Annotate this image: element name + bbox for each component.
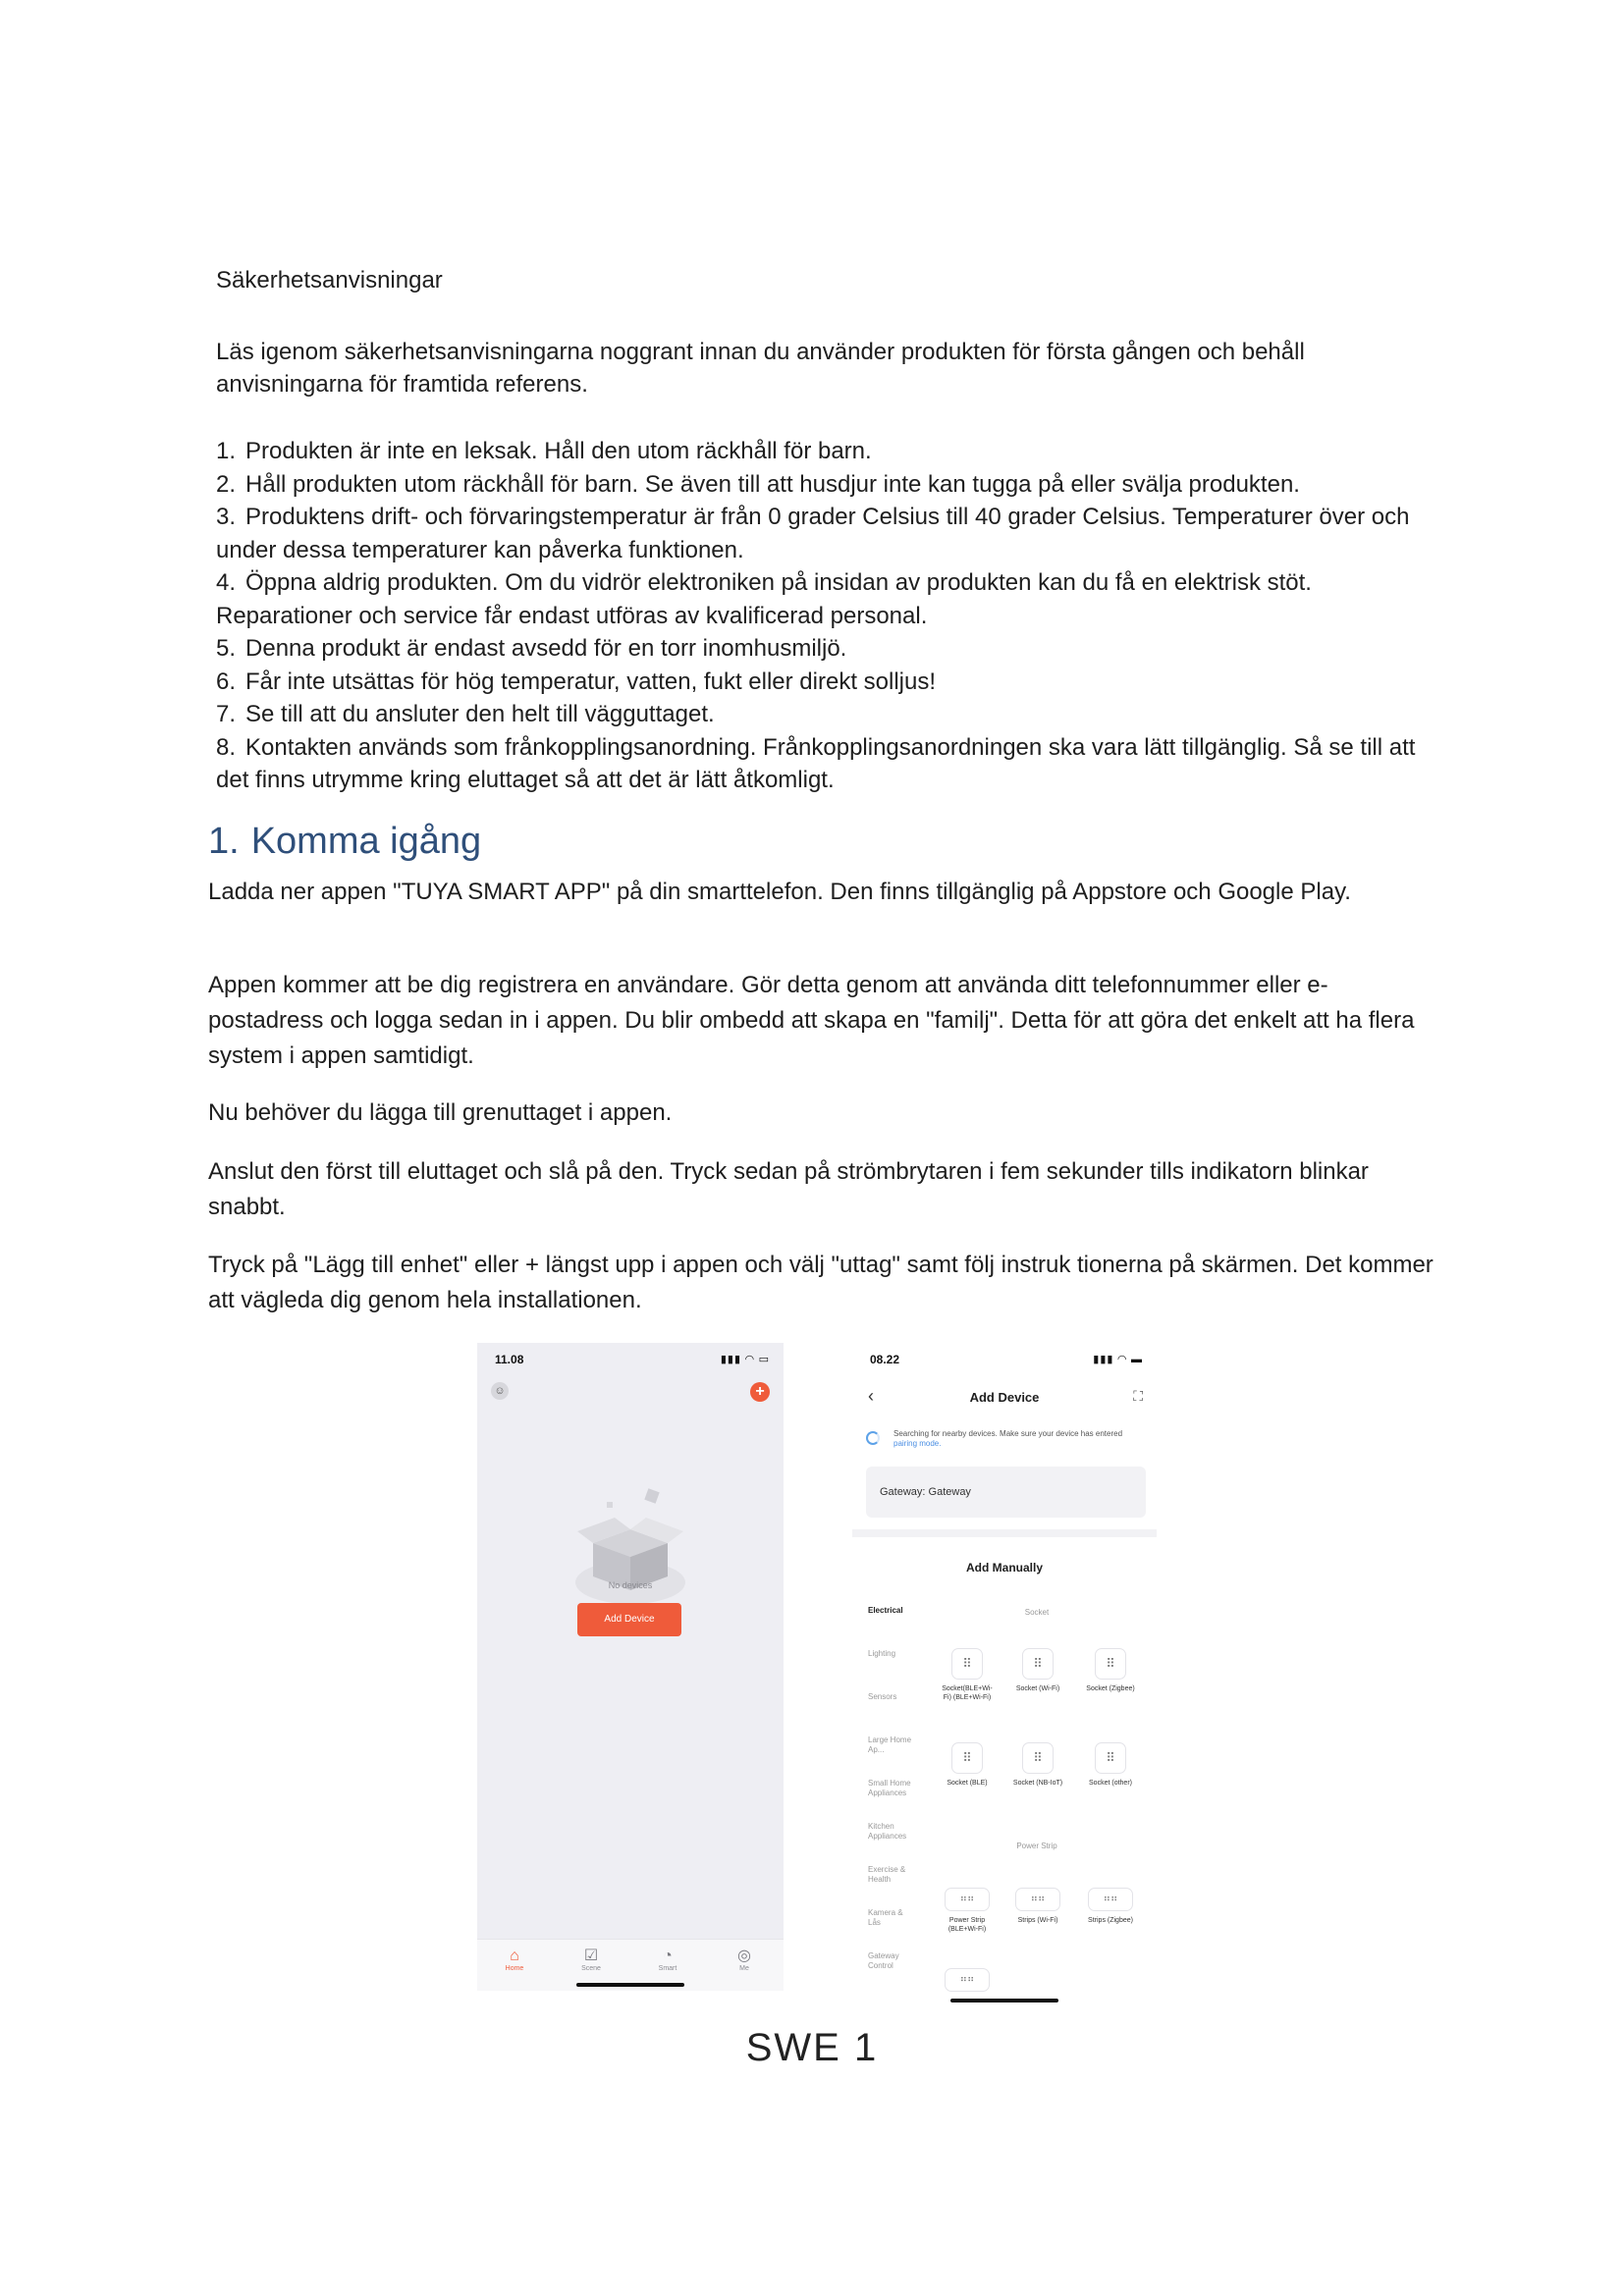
category-exercise[interactable]: Exercise & Health xyxy=(868,1865,906,1884)
add-device-title: Add Device xyxy=(969,1390,1040,1405)
socket-item[interactable]: ⠿ Socket (NB-IoT) xyxy=(1009,1743,1066,1788)
home-indicator xyxy=(950,1999,1058,2002)
paragraph-add-device: Tryck på "Lägg till enhet" eller + längst upp i appen och välj "uttag" samt följ instruk tionerna på skärmen. Det kommer att vägleda dig genom hela installationen. xyxy=(208,1252,1434,1313)
list-item: 8. Kontakten används som frånkopplingsanordning. Frånkopplingsanordningen ska vara lätt tillgänglig. Så se till att det finns utrymme kring eluttaget så att det är lätt åtkomligt. xyxy=(216,733,1416,793)
strip-item[interactable]: ⠶⠶ Strips (Wi-Fi) xyxy=(1009,1889,1066,1925)
tab-bar xyxy=(477,1939,784,1991)
phone-screenshot-home xyxy=(477,1343,784,1991)
power-strip-icon: ⠶⠶ xyxy=(1089,1889,1132,1910)
socket-item[interactable]: ⠿ Socket (other) xyxy=(1082,1743,1139,1788)
socket-icon: ⠿ xyxy=(1096,1649,1125,1679)
status-bar xyxy=(477,1343,784,1372)
category-small-home[interactable]: Small Home Appliances xyxy=(868,1779,911,1797)
status-icons: ▮▮▮ ◠ ▬ xyxy=(1093,1354,1143,1365)
list-item: 1. Produkten är inte en leksak. Håll den utom räckhåll för barn. xyxy=(216,438,872,464)
power-strip-icon: ⠶⠶ xyxy=(946,1969,989,1991)
tab-home[interactable]: ⌂ Home xyxy=(485,1948,544,1972)
searching-notice: Searching for nearby devices. Make sure your device has entered pairing mode. xyxy=(866,1429,1146,1449)
category-sensors[interactable]: Sensors xyxy=(868,1692,897,1701)
profile-icon: ◎ xyxy=(737,1948,751,1964)
paragraph-download: Ladda ner appen "TUYA SMART APP" på din smarttelefon. Den finns tillgänglig på Appstore och Google Play. xyxy=(208,879,1351,905)
add-device-header xyxy=(852,1386,1157,1410)
spinner-icon xyxy=(866,1431,880,1445)
status-bar xyxy=(852,1343,1157,1372)
strip-item-partial[interactable] xyxy=(939,1969,996,1997)
section-heading: 1. Komma igång xyxy=(208,821,482,862)
scan-icon[interactable]: ⛶ xyxy=(1133,1388,1143,1404)
strip-item[interactable]: ⠶⠶ Strips (Zigbee) xyxy=(1082,1889,1139,1925)
power-strip-icon: ⠶⠶ xyxy=(1016,1889,1059,1910)
safety-title: Säkerhetsanvisningar xyxy=(216,267,443,294)
category-lighting[interactable]: Lighting xyxy=(868,1649,896,1658)
smart-icon: ◔ xyxy=(663,1948,673,1964)
status-icons: ▮▮▮ ◠ ▭ xyxy=(720,1354,770,1365)
pairing-mode-link[interactable]: pairing mode. xyxy=(893,1439,942,1448)
tab-scene[interactable]: ☑ Scene xyxy=(562,1948,621,1972)
paragraph-connect: Anslut den först till eluttaget och slå på den. Tryck sedan på strömbrytaren i fem sekunder tills indikatorn blinkar snabbt. xyxy=(208,1158,1369,1220)
category-kitchen[interactable]: Kitchen Appliances xyxy=(868,1822,907,1841)
paragraph-register: Appen kommer att be dig registrera en användare. Gör detta genom att använda ditt telefonnummer eller e-postadress och logga sedan in i appen. Du blir ombedd att skapa en "familj". Detta för att göra det enkelt att ha flera system i appen samtidigt. xyxy=(208,972,1415,1069)
scene-icon: ☑ xyxy=(583,1948,599,1964)
list-item: 7. Se till att du ansluter den helt till vägguttaget. xyxy=(216,701,715,727)
gateway-card[interactable]: Gateway: Gateway xyxy=(866,1467,1146,1518)
back-icon[interactable]: ‹ xyxy=(868,1386,874,1406)
strip-item[interactable]: ⠶⠶ Power Strip (BLE+Wi-Fi) xyxy=(939,1889,996,1934)
add-icon: + xyxy=(750,1382,770,1402)
socket-item[interactable]: ⠿ Socket(BLE+Wi-Fi) (BLE+Wi-Fi) xyxy=(939,1649,996,1702)
home-indicator xyxy=(576,1983,684,1987)
list-item: 3. Produktens drift- och förvaringstemperatur är från 0 grader Celsius till 40 grader Celsius. Temperaturer över och under dessa temperaturer kan påverka funktionen. xyxy=(216,504,1410,563)
safety-rules-list xyxy=(216,435,1434,797)
family-icon: ☺ xyxy=(491,1382,509,1400)
tab-smart[interactable]: ◔ Smart xyxy=(638,1948,697,1972)
category-large-home[interactable]: Large Home Ap... xyxy=(868,1735,912,1754)
home-icon: ⌂ xyxy=(510,1948,519,1964)
page-code: SWE 1 xyxy=(745,2026,879,2069)
add-manually-heading: Add Manually xyxy=(965,1561,1043,1575)
paragraph-add-strip: Nu behöver du lägga till grenuttaget i appen. xyxy=(208,1099,673,1126)
list-item: 2. Håll produkten utom räckhåll för barn. Se även till att husdjur inte kan tugga på eller svälja produkten. xyxy=(216,470,1300,498)
divider xyxy=(852,1529,1157,1537)
socket-icon: ⠿ xyxy=(952,1743,982,1773)
socket-icon: ⠿ xyxy=(1096,1743,1125,1773)
power-strip-icon: ⠶⠶ xyxy=(946,1889,989,1910)
status-time: 11.08 xyxy=(495,1353,524,1366)
socket-icon: ⠿ xyxy=(1023,1743,1053,1773)
list-item: 4. Öppna aldrig produkten. Om du vidrör elektroniken på insidan av produkten kan du få en elektrisk stöt. Reparationer och service får endast utföras av kvalificerad personal. xyxy=(216,569,1312,629)
tab-me[interactable]: ◎ Me xyxy=(715,1948,774,1972)
list-item: 5. Denna produkt är endast avsedd för en torr inomhusmiljö. xyxy=(216,635,847,662)
power-strip-subheading: Power Strip xyxy=(1016,1842,1057,1850)
phone-screenshot-add-device xyxy=(852,1343,1157,2006)
add-device-button[interactable]: Add Device xyxy=(577,1603,681,1636)
socket-subheading: Socket xyxy=(1024,1608,1050,1617)
safety-intro: Läs igenom säkerhetsanvisningarna noggrant innan du använder produkten för första gången och behåll anvisningarna för framtida referens. xyxy=(216,339,1305,398)
socket-item[interactable]: ⠿ Socket (BLE) xyxy=(939,1743,996,1788)
socket-icon: ⠿ xyxy=(1023,1649,1053,1679)
empty-state-text: No devices xyxy=(608,1580,653,1590)
category-camera[interactable]: Kamera & Lås xyxy=(868,1908,903,1927)
list-item: 6. Får inte utsättas för hög temperatur, vatten, fukt eller direkt solljus! xyxy=(216,667,937,695)
category-gateway[interactable]: Gateway Control xyxy=(868,1951,899,1970)
category-electrical[interactable]: Electrical xyxy=(868,1606,903,1615)
socket-icon: ⠿ xyxy=(952,1649,982,1679)
status-time: 08.22 xyxy=(870,1353,900,1366)
socket-item[interactable]: ⠿ Socket (Wi-Fi) xyxy=(1009,1649,1066,1693)
socket-item[interactable]: ⠿ Socket (Zigbee) xyxy=(1082,1649,1139,1693)
